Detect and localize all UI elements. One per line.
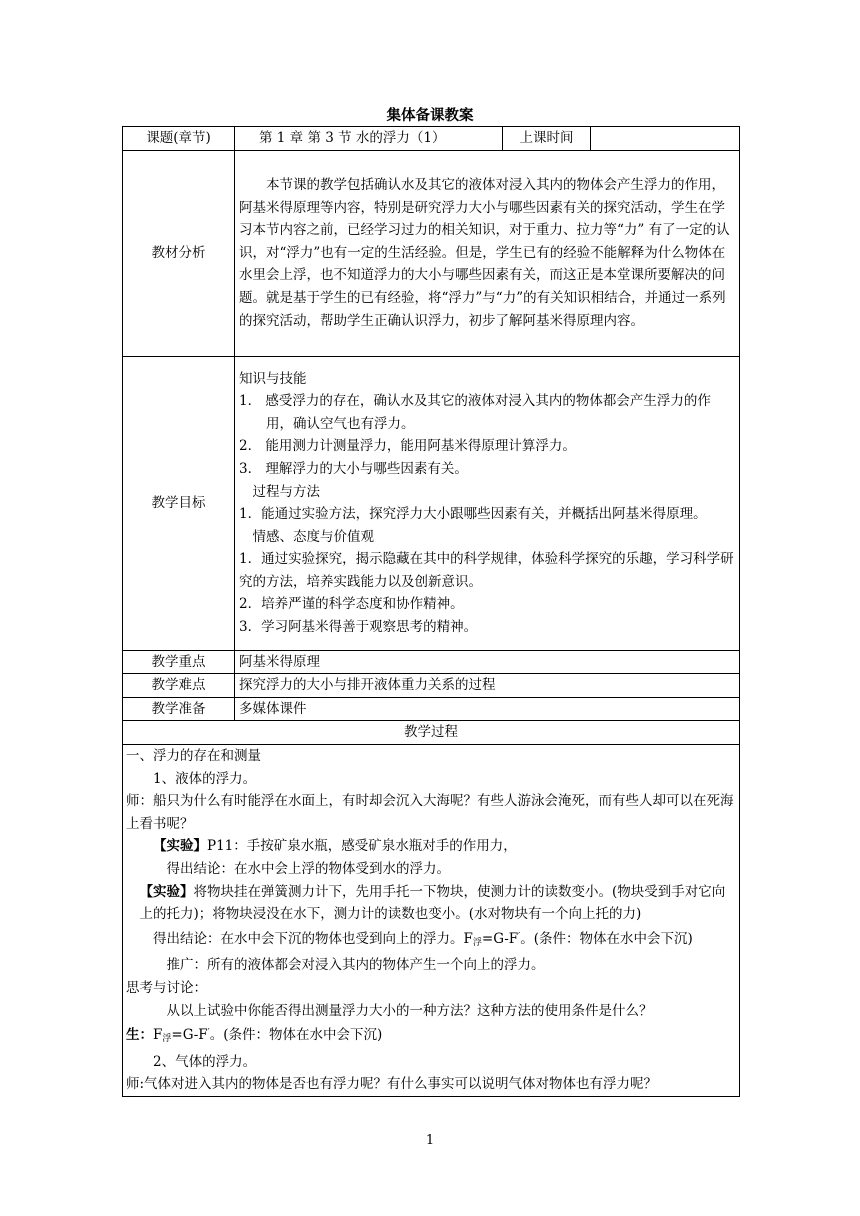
document-title: 集体备课教案: [386, 108, 474, 124]
class-time-label: 上课时间: [503, 127, 591, 151]
goals-knowledge-heading: 知识与技能: [239, 370, 307, 387]
process-section-title: 一、浮力的存在和测量: [126, 747, 261, 764]
difficulty-label: 教学难点: [123, 674, 235, 698]
chapter-value: 第 1 章 第 3 节 水的浮力（1）: [235, 127, 503, 151]
key-point-row: [123, 650, 740, 674]
header-row: [123, 127, 740, 151]
process-heading-row: [123, 721, 740, 745]
process-experiment-1: [126, 835, 736, 858]
goals-attitude-item: 3．学习阿基米得善于观察思考的精神。: [239, 619, 478, 636]
student-tag: 生：: [126, 1027, 153, 1044]
difficulty-value: 探究浮力的大小与排开液体重力关系的过程: [235, 674, 740, 698]
process-experiment-2: [126, 881, 736, 926]
goals-knowledge-item: 1． 感受浮力的存在，确认水及其它的液体对浸入其内的物体都会产生浮力的作用，确认空气也有浮力。: [239, 393, 711, 432]
goals-attitude-item: 2．培养严谨的科学态度和协作精神。: [239, 596, 464, 613]
experiment-tag: 【实验】: [153, 838, 207, 855]
goals-knowledge-item: 2． 能用测力计测量浮力，能用阿基米得原理计算浮力。: [239, 438, 576, 455]
experiment-text: 将物块挂在弹簧测力计下，先用手托一下物块，使测力计的读数变小。(物块受到手对它向上的托力)；将物块浸没在水下，测力计的读数也变小。(水对物块有一个向上托的力): [139, 883, 726, 923]
formula-text: =G-F: [481, 930, 519, 947]
key-point-label: 教学重点: [123, 650, 235, 674]
analysis-text: 本节课的教学包括确认水及其它的液体对浸入其内的物体会产生浮力的作用，阿基米得原理等内容，特别是研究浮力大小与哪些因素有关的探究活动，学生在学习本节内容之前，已经学习过力的相关知识，对于重力、拉力等“力” 有了一定的认识，对“浮力”也有一定的生活经验。但是，学生已有的经验不能解释为什么物体在水里会上浮，也不知道浮力的大小与哪些因素有关，而这正是本堂课所要解决的问题。就是基于学生的已有经验，将“浮力”与“力”的有关知识相结合，并通过一系列的探究活动，帮助学生正确认识浮力，初步了解阿基米得原理内容。: [239, 177, 730, 329]
process-subtitle: 1、液体的浮力。: [153, 770, 257, 787]
goals-process-heading: 过程与方法: [252, 483, 320, 500]
process-content-row: [123, 744, 740, 1096]
process-discussion-label: 思考与讨论：: [126, 979, 207, 996]
process-teacher-question: 师：船只为什么有时能浮在水面上，有时却会沉入大海呢？有些人游泳会淹死，而有些人却可以在死海上看书呢？: [126, 793, 734, 832]
goals-process-item: 1．能通过实验方法，探究浮力大小跟哪些因素有关，并概括出阿基米得原理。: [239, 506, 707, 523]
formula-text: F: [153, 1027, 163, 1044]
process-subtitle: 2、气体的浮力。: [153, 1053, 257, 1070]
process-discussion-question: 从以上试验中你能否得出测量浮力大小的一种方法？这种方法的使用条件是什么？: [166, 1002, 653, 1019]
page-number: 1: [425, 1133, 435, 1148]
formula-text: =G-F: [171, 1027, 208, 1044]
superscript: ′: [207, 1028, 210, 1039]
preparation-row: [123, 697, 740, 721]
analysis-label: 教材分析: [123, 150, 235, 356]
goals-row: [123, 356, 740, 650]
analysis-row: [123, 150, 740, 356]
conclusion-text: 得出结论：在水中会下沉的物体也受到向上的浮力。F: [153, 930, 473, 947]
experiment-text: P11：手按矿泉水瓶，感受矿泉水瓶对手的作用力，: [207, 838, 517, 855]
goals-attitude-heading: 情感、态度与价值观: [252, 528, 374, 545]
process-conclusion-1: 得出结论：在水中会上浮的物体受到水的浮力。: [166, 860, 450, 877]
process-teacher-question: 师:气体对进入其内的物体是否也有浮力呢？有什么事实可以说明气体对物体也有浮力呢？: [126, 1076, 658, 1093]
goals-label: 教学目标: [123, 356, 235, 650]
process-heading: 教学过程: [123, 721, 740, 745]
process-generalization: 推广：所有的液体都会对浸入其内的物体产生一个向上的浮力。: [166, 957, 545, 974]
class-time-value: [591, 127, 740, 151]
topic-label: 课题(章节): [123, 127, 235, 151]
subscript: 浮: [472, 937, 482, 948]
subscript: 浮: [162, 1034, 172, 1045]
condition-text: 。(条件：物体在水中会下沉): [209, 1027, 383, 1044]
condition-text: 。(条件：物体在水中会下沉): [520, 930, 693, 947]
process-student-answer: [126, 1022, 736, 1051]
key-point-value: 阿基米得原理: [235, 650, 740, 674]
lesson-plan-table: [122, 126, 740, 1097]
goals-attitude-item: 1．通过实验探究，揭示隐藏在其中的科学规律，体验科学探究的乐趣，学习科学研究的方法，培养实践能力以及创新意识。: [239, 551, 734, 590]
preparation-value: 多媒体课件: [235, 697, 740, 721]
superscript: ′: [518, 931, 521, 942]
experiment-tag: 【实验】: [139, 883, 194, 900]
preparation-label: 教学准备: [123, 697, 235, 721]
goals-knowledge-item: 3． 理解浮力的大小与哪些因素有关。: [239, 460, 468, 477]
process-conclusion-2: [126, 926, 736, 955]
difficulty-row: [123, 674, 740, 698]
